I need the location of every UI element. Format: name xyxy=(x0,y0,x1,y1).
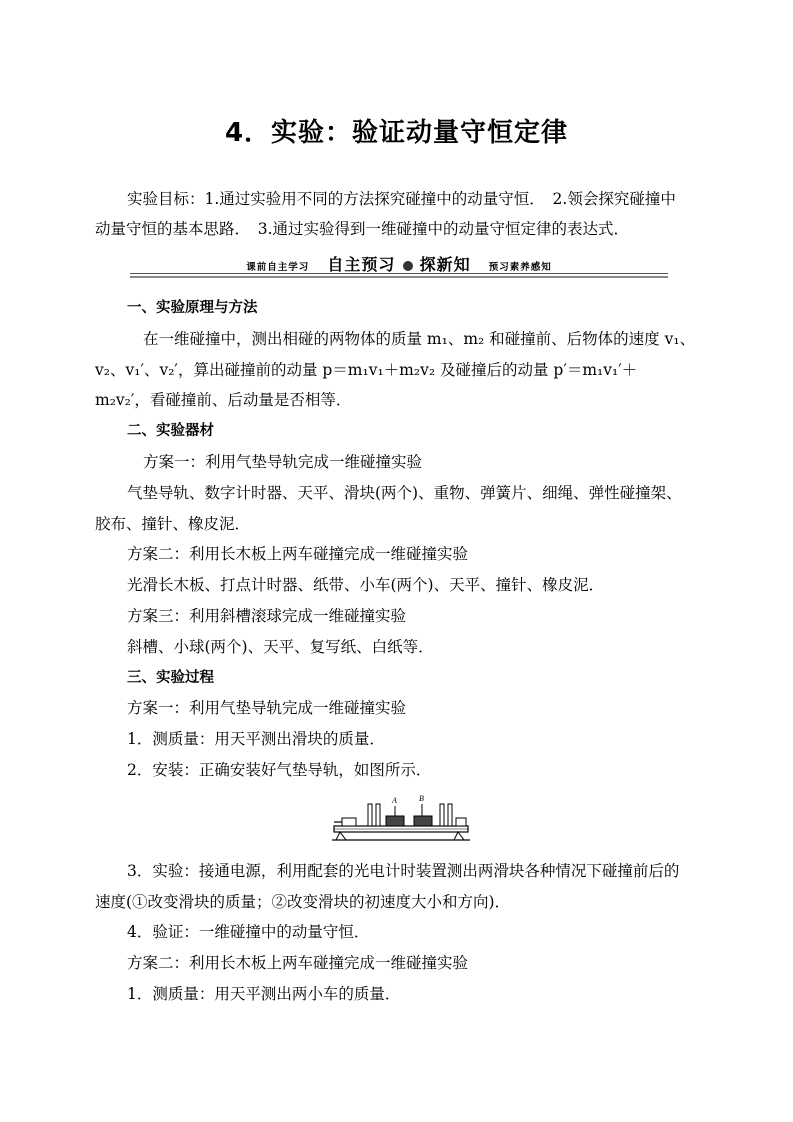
section-3-step-4: 4．验证：一维碰撞中的动量守恒． xyxy=(127,923,370,942)
banner-bullet-icon xyxy=(403,261,413,271)
section-1-line-2: v₂、v₁′、v₂′，算出碰撞前的动量 p＝m₁v₁＋m₂v₂ 及碰撞后的动量 p′＝m₁v₁′＋ xyxy=(95,360,638,379)
track-end-left xyxy=(342,818,356,826)
banner-rule-thick xyxy=(130,276,668,278)
slider-b xyxy=(414,816,432,826)
section-2-plan-1: 方案一：利用气垫导轨完成一维碰撞实验 xyxy=(143,452,423,471)
track-foot-left xyxy=(336,832,346,840)
section-2-plan-2-items: 光滑长木板、打点计时器、纸带、小车(两个)、天平、撞针、橡皮泥． xyxy=(127,576,605,595)
section-2-plan-3-items: 斜槽、小球(两个)、天平、复写纸、白纸等． xyxy=(127,637,434,656)
section-1-line-1: 在一维碰撞中，测出相碰的两物体的质量 m₁、m₂ 和碰撞前、后物体的速度 v₁、 xyxy=(143,329,696,348)
section-3-step-3-line-2: 速度(①改变滑块的质量；②改变滑块的初速度大小和方向)． xyxy=(95,892,511,911)
track-foot-right xyxy=(454,832,464,840)
section-2-plan-1-items-2: 胶布、撞针、橡皮泥． xyxy=(95,514,251,533)
section-2-plan-3: 方案三：利用斜槽滚球完成一维碰撞实验 xyxy=(127,606,407,625)
banner-text xyxy=(130,252,668,275)
photogate-2-right xyxy=(448,804,452,826)
track-end-right xyxy=(456,818,466,826)
slider-a-label: A xyxy=(392,795,397,805)
document-body xyxy=(95,293,707,1010)
section-3-step-2: 2．安装：正确安装好气垫导轨，如图所示． xyxy=(127,760,432,779)
section-3-plan-2: 方案二：利用长木板上两车碰撞完成一维碰撞实验 xyxy=(127,954,469,973)
section-3-step-3-line-1: 3．实验：接通电源，利用配套的光电计时装置测出两滑块各种情况下碰撞前后的 xyxy=(127,861,680,880)
section-banner xyxy=(130,252,668,278)
slider-a xyxy=(386,816,404,826)
section-2-plan-2: 方案二：利用长木板上两车碰撞完成一维碰撞实验 xyxy=(127,545,469,564)
banner-right-text: 预习素养感知 xyxy=(488,262,552,273)
banner-main-text-1: 自主预习 xyxy=(327,255,396,274)
air-track-figure xyxy=(95,792,707,852)
photogate-1-left xyxy=(368,804,372,826)
section-3-step-1: 1．测质量：用天平测出滑块的质量． xyxy=(127,730,385,749)
section-1-heading: 一、实验原理与方法 xyxy=(127,300,258,316)
section-3-plan-2-step-1: 1．测质量：用天平测出两小车的质量． xyxy=(127,984,401,1003)
section-2-heading: 二、实验器材 xyxy=(127,423,214,440)
banner-left-text: 课前自主学习 xyxy=(246,262,310,273)
goal-line-1: 实验目标：1.通过实验用不同的方法探究碰撞中的动量守恒． 2.领会探究碰撞中 xyxy=(127,190,676,208)
slider-b-label: B xyxy=(419,793,424,803)
page-title: 4．实验：验证动量守恒定律 xyxy=(224,118,569,148)
section-3-plan-1: 方案一：利用气垫导轨完成一维碰撞实验 xyxy=(127,699,407,718)
photogate-2-left xyxy=(440,804,444,826)
section-3-heading: 三、实验过程 xyxy=(127,669,214,686)
goal-line-2: 动量守恒的基本思路． 3.通过实验得到一维碰撞中的动量守恒定律的表达式． xyxy=(95,220,630,238)
air-track-diagram xyxy=(332,792,472,852)
section-1-line-3: m₂v₂′，看碰撞前、后动量是否相等． xyxy=(95,391,352,410)
banner-main-text-2: 探新知 xyxy=(419,255,471,274)
experiment-goals xyxy=(95,184,707,244)
photogate-1-right xyxy=(376,804,380,826)
section-2-plan-1-items-1: 气垫导轨、数字计时器、天平、滑块(两个)、重物、弹簧片、细绳、弹性碰撞架、 xyxy=(127,483,682,502)
